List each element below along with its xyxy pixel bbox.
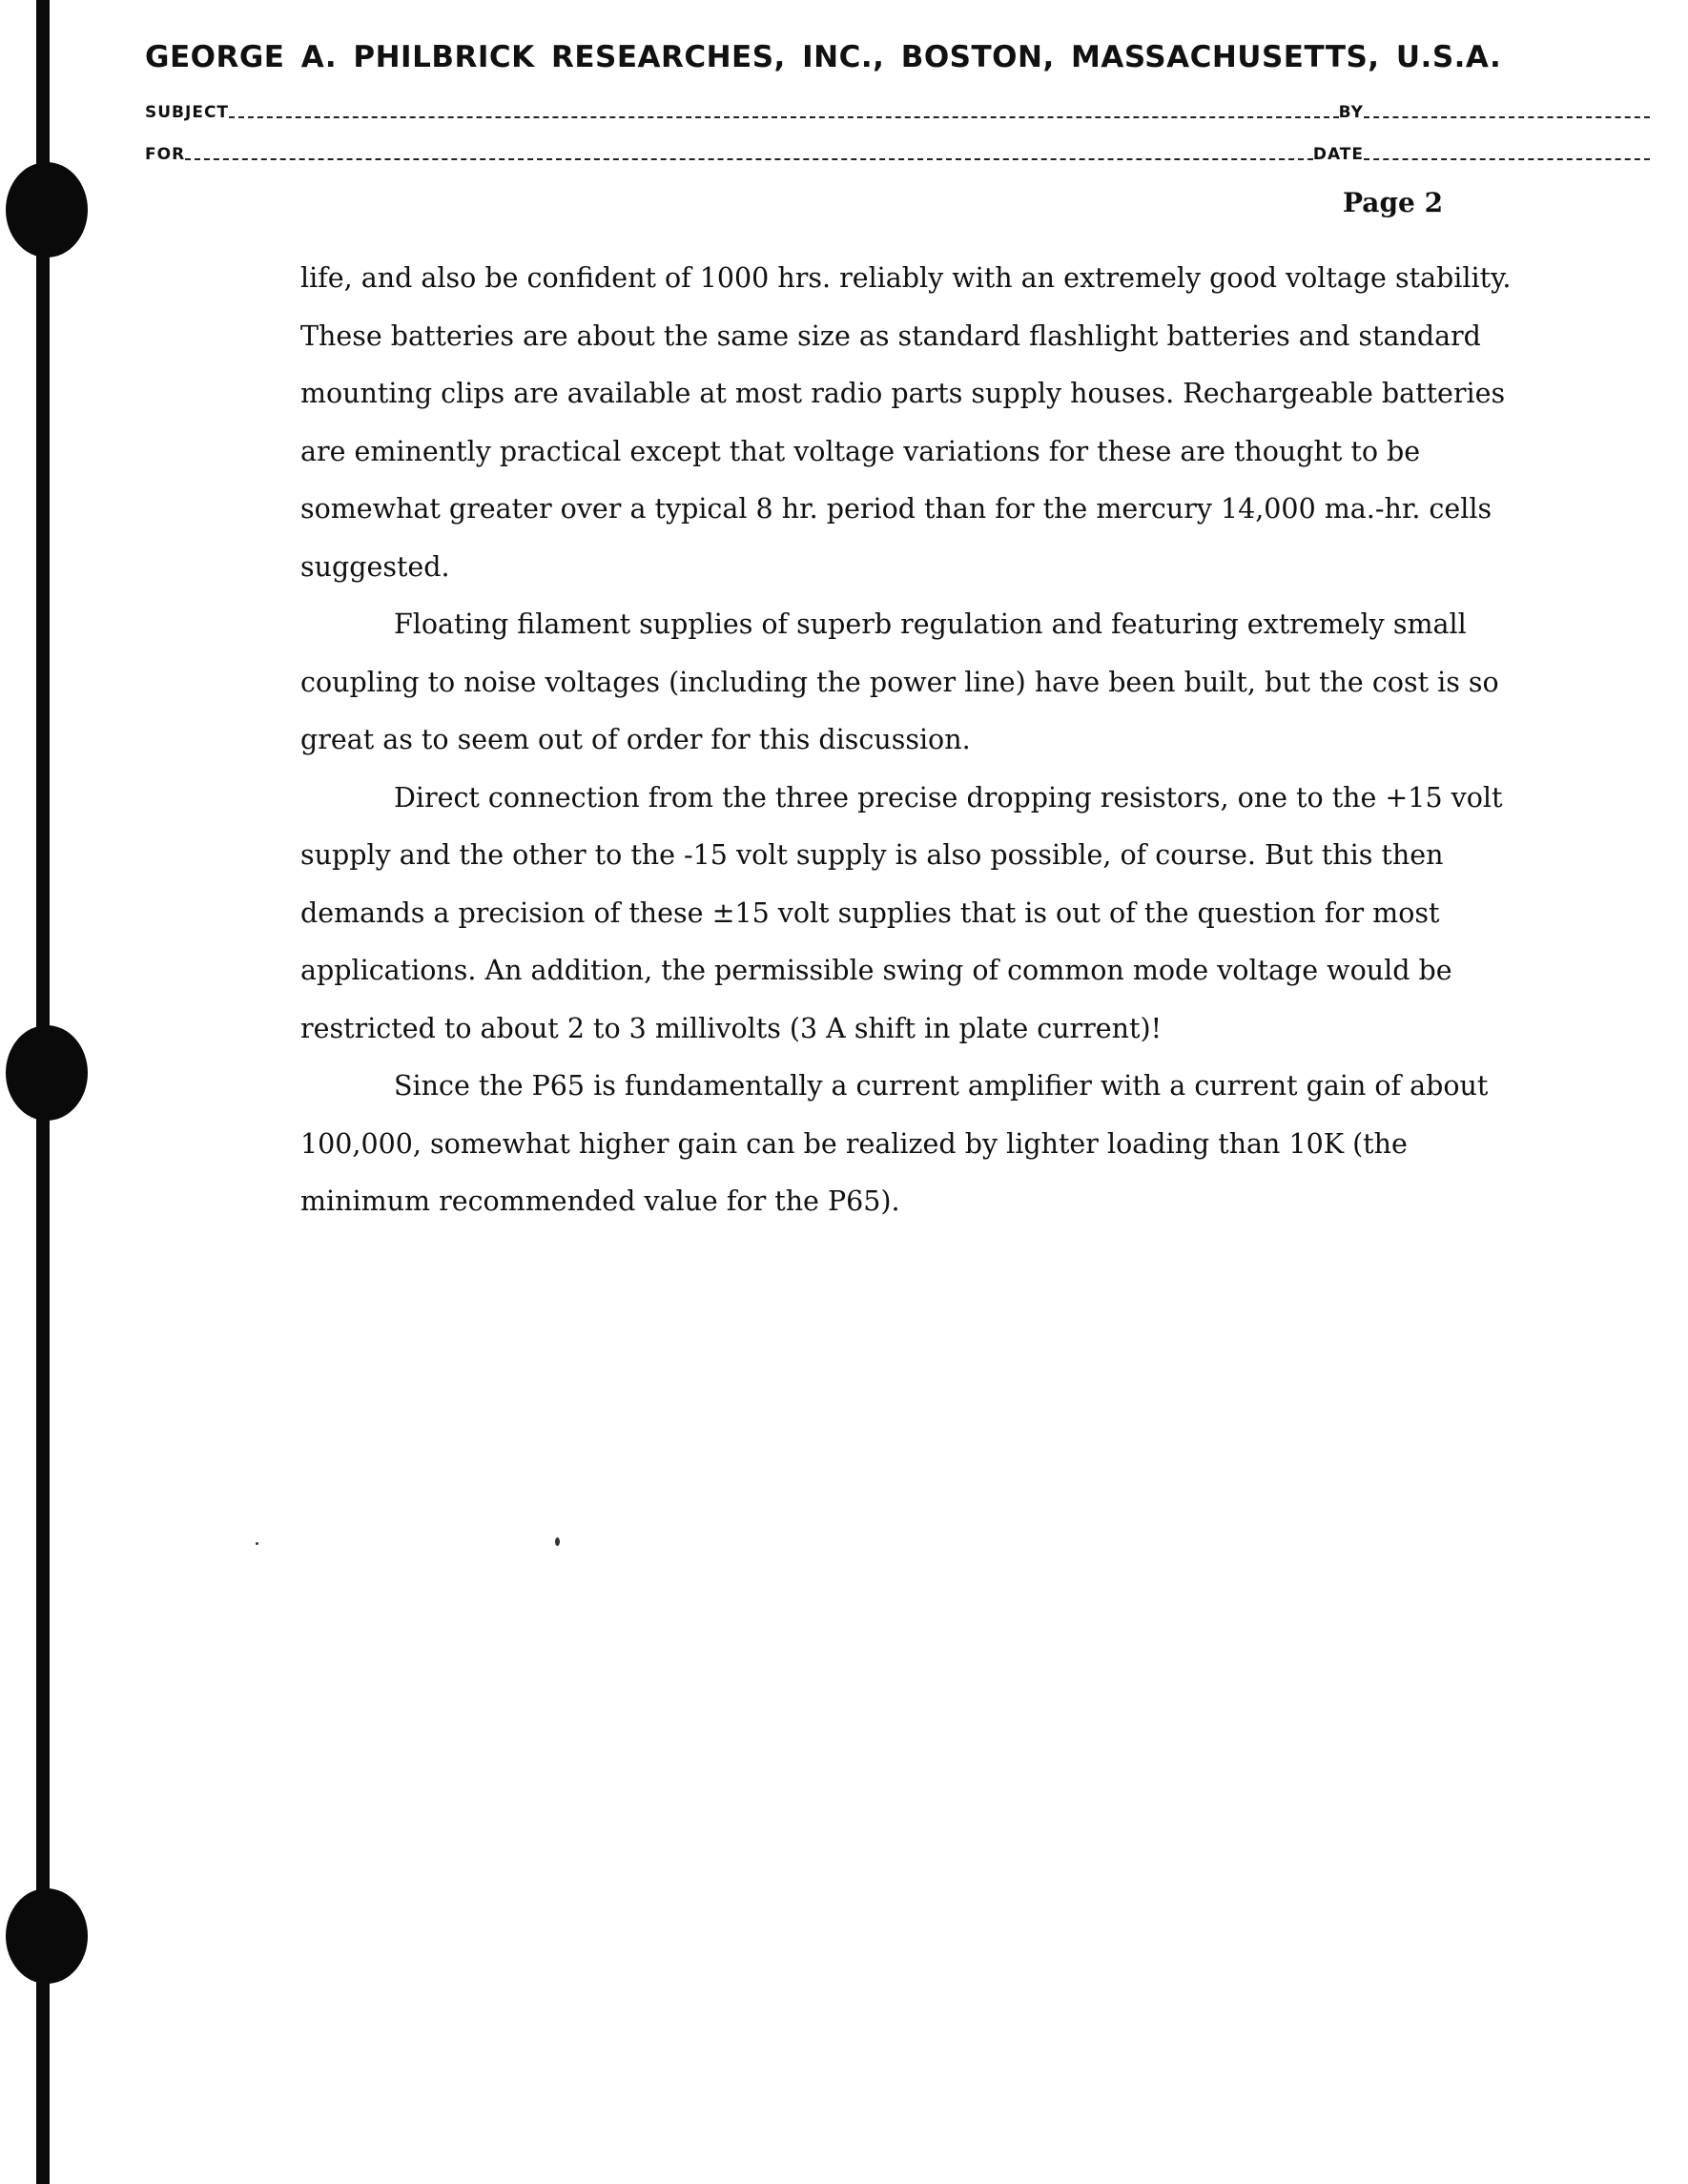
punch-hole-bottom — [6, 1888, 88, 1984]
date-line — [1364, 158, 1650, 160]
subject-label: SUBJECT — [145, 103, 230, 122]
body-text — [300, 250, 1526, 1231]
by-line — [1364, 116, 1650, 118]
paragraph-4: Since the P65 is fundamentally a current amplifier with a current gain of about 100,000, somewhat higher gain can be realized by lighter loading than 10K (the minimum recommended value for the P65). — [300, 1070, 1489, 1217]
paragraph-3: Direct connection from the three precise dropping resistors, one to the +15 volt supply and the other to the -15 volt supply is also possible, of course. But this then demands a precision of these ±15 volt supplies that is out of the question for most applications. An addition, the permissible swing of common mode voltage would be restricted to about 2 to 3 millivolts (3 A shift in plate current)! — [300, 781, 1503, 1044]
punch-hole-middle — [6, 1025, 88, 1121]
date-label: DATE — [1312, 145, 1364, 164]
for-label: FOR — [145, 145, 186, 164]
punch-hole-top — [6, 162, 88, 258]
for-line — [185, 158, 1313, 160]
subject-row — [145, 97, 1650, 122]
paragraph-2: Floating filament supplies of superb regulation and featuring extremely small coupling to noise voltages (including the power line) have been built, but the cost is so great as to seem out of order for this discussion. — [300, 608, 1499, 755]
subject-line — [229, 116, 1339, 118]
letterhead: GEORGE A. PHILBRICK RESEARCHES, INC., BOSTON, MASSACHUSETTS, U.S.A. — [145, 40, 1502, 74]
page-number: Page 2 — [1343, 187, 1444, 218]
paragraph-1: life, and also be confident of 1000 hrs. reliably with an extremely good voltage stability. These batteries are about the same size as standard flashlight batteries and standard mounting clips are available at most radio parts supply houses. Rechargeable batteries are eminently practical except that voltage variations for these are thought to be somewhat greater over a typical 8 hr. period than for the mercury 14,000 ma.-hr. cells suggested. — [300, 262, 1512, 583]
for-row — [145, 139, 1650, 164]
ink-speck — [555, 1537, 560, 1546]
by-label: BY — [1338, 103, 1364, 122]
ink-speck — [256, 1542, 258, 1545]
